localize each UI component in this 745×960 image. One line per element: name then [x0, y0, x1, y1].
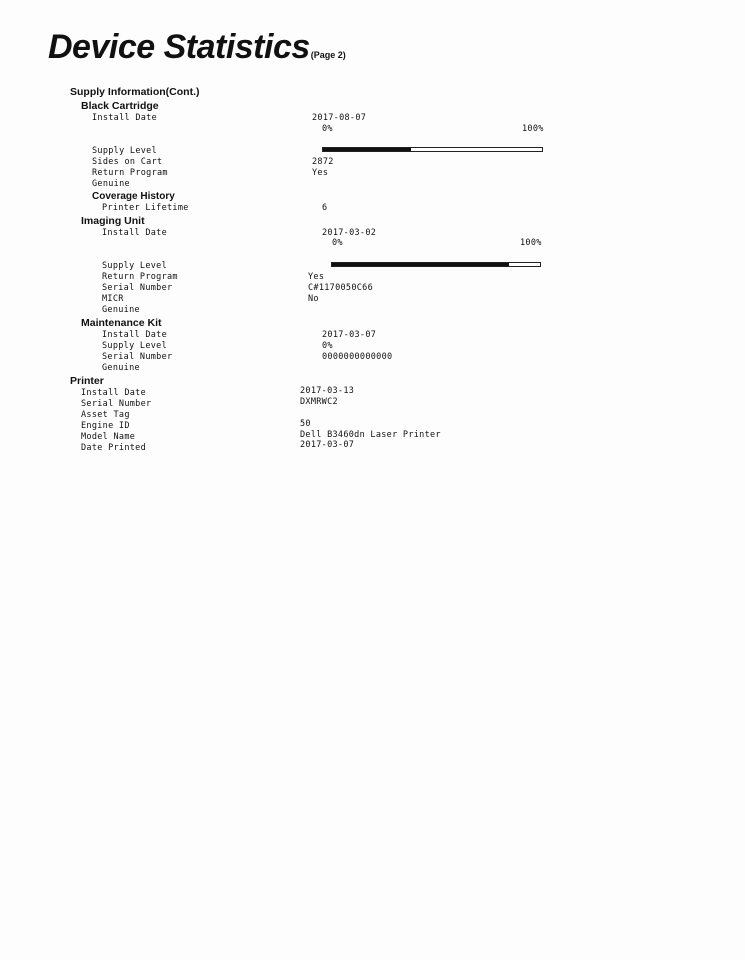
- title-text: Device Statistics: [48, 28, 310, 66]
- iu-micr-value: No: [308, 294, 319, 304]
- black-cartridge-heading: Black Cartridge: [81, 100, 159, 112]
- bc-supply-level-bar: [322, 147, 543, 152]
- bc-return-value: Yes: [312, 168, 329, 178]
- bc-sides-value: 2872: [312, 157, 334, 167]
- maintenance-kit-heading: Maintenance Kit: [81, 317, 162, 329]
- printer-lifetime-label: Printer Lifetime: [102, 203, 189, 213]
- printer-model-value: Dell B3460dn Laser Printer: [300, 430, 441, 440]
- bc-install-date-label: Install Date: [92, 113, 158, 123]
- supply-info-heading: Supply Information(Cont.): [70, 86, 200, 98]
- iu-serial-value: C#1170050C66: [308, 283, 374, 293]
- iu-scale-min: 0%: [332, 238, 343, 248]
- iu-micr-label: MICR: [102, 294, 124, 304]
- iu-return-value: Yes: [308, 272, 325, 282]
- bc-scale-min: 0%: [322, 124, 333, 134]
- mk-genuine-label: Genuine: [102, 363, 140, 373]
- printer-asset-label: Asset Tag: [81, 410, 130, 420]
- iu-install-date-label: Install Date: [102, 228, 168, 238]
- iu-serial-label: Serial Number: [102, 283, 173, 293]
- iu-genuine-label: Genuine: [102, 305, 140, 315]
- printer-serial-label: Serial Number: [81, 399, 152, 409]
- mk-install-date-label: Install Date: [102, 330, 168, 340]
- iu-scale-max: 100%: [520, 238, 542, 248]
- page-title: [48, 28, 346, 67]
- bc-supply-level-label: Supply Level: [92, 146, 158, 156]
- coverage-history-heading: Coverage History: [92, 191, 175, 202]
- iu-return-label: Return Program: [102, 272, 178, 282]
- printer-date-printed-label: Date Printed: [81, 443, 147, 453]
- bc-scale-max: 100%: [522, 124, 544, 134]
- bc-supply-level-fill: [323, 148, 411, 151]
- iu-supply-level-bar: [331, 262, 541, 267]
- imaging-unit-heading: Imaging Unit: [81, 215, 145, 227]
- bc-sides-label: Sides on Cart: [92, 157, 163, 167]
- bc-genuine-label: Genuine: [92, 179, 130, 189]
- mk-supply-level-value: 0%: [322, 341, 333, 351]
- printer-lifetime-value: 6: [322, 203, 328, 213]
- bc-return-label: Return Program: [92, 168, 168, 178]
- printer-install-date-label: Install Date: [81, 388, 147, 398]
- mk-install-date-value: 2017-03-07: [322, 330, 377, 340]
- printer-serial-value: DXMRWC2: [300, 397, 338, 407]
- iu-supply-level-label: Supply Level: [102, 261, 168, 271]
- printer-engine-label: Engine ID: [81, 421, 130, 431]
- printer-model-label: Model Name: [81, 432, 136, 442]
- page-number-note: (Page 2): [310, 50, 346, 60]
- mk-supply-level-label: Supply Level: [102, 341, 168, 351]
- mk-serial-value: 0000000000000: [322, 352, 393, 362]
- printer-engine-value: 50: [300, 419, 311, 429]
- mk-serial-label: Serial Number: [102, 352, 173, 362]
- iu-supply-level-fill: [332, 263, 509, 266]
- printer-date-printed-value: 2017-03-07: [300, 440, 355, 450]
- printer-heading: Printer: [70, 375, 104, 387]
- bc-install-date-value: 2017-08-07: [312, 113, 367, 123]
- printer-install-date-value: 2017-03-13: [300, 386, 355, 396]
- iu-install-date-value: 2017-03-02: [322, 228, 377, 238]
